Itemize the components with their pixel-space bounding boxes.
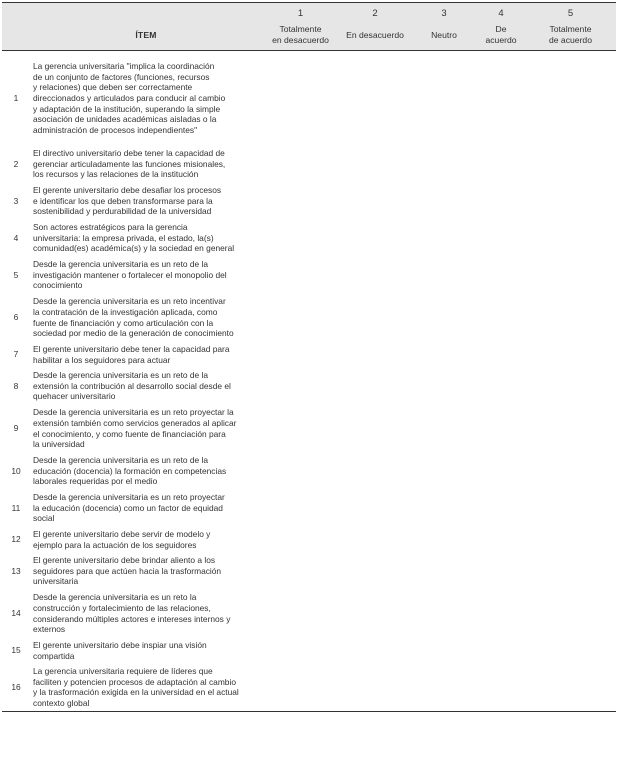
- table-row: [2, 527, 616, 553]
- item-statement-cell: [30, 183, 262, 220]
- scale-number-row: [2, 3, 616, 21]
- item-number: 6: [13, 312, 19, 323]
- scale-number-4: 4: [477, 3, 525, 21]
- response-cell-2[interactable]: [339, 553, 411, 590]
- response-cell-4[interactable]: [477, 51, 525, 146]
- response-cell-3[interactable]: [411, 220, 477, 257]
- response-cell-1[interactable]: [262, 257, 339, 294]
- response-cell-1[interactable]: [262, 553, 339, 590]
- response-cell-4[interactable]: [477, 257, 525, 294]
- response-cell-2[interactable]: [339, 368, 411, 405]
- response-cell-5[interactable]: [525, 590, 616, 638]
- response-cell-4[interactable]: [477, 453, 525, 490]
- response-cell-4[interactable]: [477, 590, 525, 638]
- scale-number-3: 3: [411, 3, 477, 21]
- item-column-header: ÍTEM: [30, 20, 262, 51]
- item-statement: El directivo universitario debe tener la capacidad de gerenciar articuladamente las funciones misionales, los recursos y las relaciones de la institución: [33, 148, 226, 180]
- response-cell-3[interactable]: [411, 294, 477, 342]
- scale-number-2: 2: [339, 3, 411, 21]
- table-row: [2, 553, 616, 590]
- response-cell-4[interactable]: [477, 638, 525, 664]
- response-cell-3[interactable]: [411, 342, 477, 368]
- table-body: [2, 51, 616, 712]
- response-cell-5[interactable]: [525, 490, 616, 527]
- response-cell-3[interactable]: [411, 490, 477, 527]
- table-row: [2, 220, 616, 257]
- table-row: [2, 664, 616, 712]
- response-cell-4[interactable]: [477, 527, 525, 553]
- item-statement-cell: [30, 51, 262, 146]
- item-number: 14: [11, 608, 21, 619]
- response-cell-5[interactable]: [525, 220, 616, 257]
- response-cell-3[interactable]: [411, 51, 477, 146]
- response-cell-5[interactable]: [525, 638, 616, 664]
- response-cell-1[interactable]: [262, 183, 339, 220]
- response-cell-4[interactable]: [477, 183, 525, 220]
- item-number: 1: [13, 92, 19, 103]
- item-statement-cell: [30, 342, 262, 368]
- item-statement-cell: [30, 294, 262, 342]
- response-cell-3[interactable]: [411, 638, 477, 664]
- response-cell-3[interactable]: [411, 590, 477, 638]
- response-cell-2[interactable]: [339, 257, 411, 294]
- table-row: [2, 51, 616, 146]
- response-cell-5[interactable]: [525, 342, 616, 368]
- response-cell-4[interactable]: [477, 368, 525, 405]
- item-number: 5: [13, 269, 19, 280]
- table-row: [2, 146, 616, 183]
- item-statement: La gerencia universitaria "implica la coordinación de un conjunto de factores (funciones, recursos y relaciones) que deben ser correctamente direccionados y articulados para conducir al cambio y adaptación de la institución, superando la simple asociación de unidades académicas aisladas o la administración de procesos independientes": [33, 61, 226, 135]
- response-cell-2[interactable]: [339, 342, 411, 368]
- item-number: 3: [13, 195, 19, 206]
- item-statement: Desde la gerencia universitaria es un reto de la extensión la contribución al desarrollo social desde el quehacer universitario: [33, 370, 231, 402]
- response-cell-1[interactable]: [262, 638, 339, 664]
- item-number: 16: [2, 664, 30, 712]
- response-cell-5[interactable]: [525, 527, 616, 553]
- response-cell-1[interactable]: [262, 527, 339, 553]
- response-cell-1[interactable]: [262, 453, 339, 490]
- item-statement-cell: [30, 527, 262, 553]
- response-cell-4[interactable]: [477, 146, 525, 183]
- response-cell-1[interactable]: [262, 294, 339, 342]
- likert-questionnaire: [2, 2, 616, 712]
- likert-table: [2, 2, 616, 712]
- response-cell-2[interactable]: [339, 638, 411, 664]
- item-number: 7: [13, 349, 19, 360]
- response-cell-2[interactable]: [339, 220, 411, 257]
- item-statement: Desde la gerencia universitaria es un reto la construcción y fortalecimiento de las relaciones, considerando múltiples actores e intereses internos y externos: [33, 592, 231, 635]
- response-cell-4[interactable]: [477, 342, 525, 368]
- item-statement-cell: [30, 368, 262, 405]
- table-row: [2, 590, 616, 638]
- item-statement-cell: [30, 405, 262, 453]
- table-row: [2, 183, 616, 220]
- response-cell-5[interactable]: [525, 183, 616, 220]
- item-number: 9: [13, 423, 19, 434]
- response-cell-3[interactable]: [411, 453, 477, 490]
- response-cell-2[interactable]: [339, 146, 411, 183]
- response-cell-2[interactable]: [339, 664, 411, 712]
- item-statement: Desde la gerencia universitaria es un reto de la investigación mantener o fortalecer el monopolio del conocimiento: [33, 259, 227, 291]
- response-cell-3[interactable]: [411, 146, 477, 183]
- response-cell-3[interactable]: [411, 257, 477, 294]
- item-number: 13: [11, 565, 21, 576]
- response-cell-1[interactable]: [262, 368, 339, 405]
- table-row: [2, 638, 616, 664]
- scale-label-2: En desacuerdo: [339, 20, 411, 51]
- table-header: [2, 3, 616, 51]
- response-cell-5[interactable]: [525, 51, 616, 146]
- response-cell-1[interactable]: [262, 590, 339, 638]
- scale-label-1: Totalmente en desacuerdo: [262, 20, 339, 51]
- scale-label-5: Totalmente de acuerdo: [525, 20, 616, 51]
- response-cell-2[interactable]: [339, 51, 411, 146]
- response-cell-4[interactable]: [477, 405, 525, 453]
- item-statement: El gerente universitario debe tener la capacidad para habilitar a los seguidores para actuar: [33, 343, 230, 365]
- item-statement: Desde la gerencia universitaria es un reto proyectar la educación (docencia) como un factor de equidad social: [33, 492, 225, 524]
- item-statement-cell: [30, 220, 262, 257]
- item-statement: Son actores estratégicos para la gerencia universitaria: la empresa privada, el estado, la(s) comunidad(es) académica(s) y la sociedad en general: [33, 222, 235, 254]
- item-number: 4: [13, 232, 19, 243]
- response-cell-3[interactable]: [411, 664, 477, 712]
- item-statement: La gerencia universitaria requiere de líderes que faciliten y potencien procesos de adaptación al cambio y la trasformación exigida en la universidad en el actual contexto global: [33, 666, 239, 708]
- response-cell-1[interactable]: [262, 51, 339, 146]
- response-cell-4[interactable]: [477, 220, 525, 257]
- response-cell-1[interactable]: [262, 405, 339, 453]
- item-statement: El gerente universitario debe brindar aliento a los seguidores para que actúen hacia la trasformación universitaria: [33, 555, 222, 587]
- item-statement-cell: [30, 257, 262, 294]
- header-blank-cell: [30, 3, 262, 21]
- table-row: [2, 490, 616, 527]
- header-blank-cell: [2, 20, 30, 51]
- response-cell-5[interactable]: [525, 257, 616, 294]
- item-statement-cell: [30, 664, 262, 712]
- scale-label-4: De acuerdo: [477, 20, 525, 51]
- response-cell-4[interactable]: [477, 490, 525, 527]
- scale-label-3: Neutro: [411, 20, 477, 51]
- response-cell-2[interactable]: [339, 490, 411, 527]
- table-row: [2, 368, 616, 405]
- item-number: 8: [13, 380, 19, 391]
- item-number: 11: [11, 502, 21, 513]
- item-statement-cell: [30, 146, 262, 183]
- response-cell-1[interactable]: [262, 342, 339, 368]
- response-cell-5[interactable]: [525, 405, 616, 453]
- response-cell-1[interactable]: [262, 220, 339, 257]
- item-number: 15: [11, 645, 21, 656]
- item-number: 2: [13, 158, 19, 169]
- response-cell-1[interactable]: [262, 146, 339, 183]
- item-statement: El gerente universitario debe inspiar una visión compartida: [33, 639, 207, 661]
- response-cell-2[interactable]: [339, 183, 411, 220]
- response-cell-5[interactable]: [525, 294, 616, 342]
- table-row: [2, 294, 616, 342]
- response-cell-1[interactable]: [262, 664, 339, 712]
- table-row: [2, 342, 616, 368]
- response-cell-3[interactable]: [411, 183, 477, 220]
- response-cell-5[interactable]: [525, 664, 616, 712]
- response-cell-3[interactable]: [411, 368, 477, 405]
- response-cell-2[interactable]: [339, 527, 411, 553]
- response-cell-5[interactable]: [525, 146, 616, 183]
- scale-number-5: 5: [525, 3, 616, 21]
- response-cell-5[interactable]: [525, 368, 616, 405]
- item-statement-cell: [30, 553, 262, 590]
- response-cell-4[interactable]: [477, 664, 525, 712]
- item-statement: El gerente universitario debe servir de modelo y ejemplo para la actuación de los seguidores: [33, 528, 211, 550]
- response-cell-3[interactable]: [411, 405, 477, 453]
- response-cell-2[interactable]: [339, 294, 411, 342]
- response-cell-2[interactable]: [339, 453, 411, 490]
- item-statement-cell: [30, 490, 262, 527]
- table-row: [2, 405, 616, 453]
- response-cell-2[interactable]: [339, 590, 411, 638]
- item-statement: Desde la gerencia universitaria es un reto de la educación (docencia) la formación en competencias laborales requeridas por el medio: [33, 455, 227, 487]
- response-cell-3[interactable]: [411, 553, 477, 590]
- table-row: [2, 257, 616, 294]
- response-cell-1[interactable]: [262, 490, 339, 527]
- item-statement-cell: [30, 590, 262, 638]
- header-blank-cell: [2, 3, 30, 21]
- item-statement: El gerente universitario debe desafiar los procesos e identificar los que deben transformarse para la sostenibilidad y perdurabilidad de la universidad: [33, 185, 222, 217]
- scale-number-1: 1: [262, 3, 339, 21]
- item-statement-cell: [30, 453, 262, 490]
- item-statement: Desde la gerencia universitaria es un reto proyectar la extensión también como servicios generados al aplicar el conocimiento, y como fuente de financiación para la universidad: [33, 407, 237, 450]
- response-cell-4[interactable]: [477, 553, 525, 590]
- response-cell-3[interactable]: [411, 527, 477, 553]
- item-statement-cell: [30, 638, 262, 664]
- item-statement: Desde la gerencia universitaria es un reto incentivar la contratación de la investigación aplicada, como fuente de financiación y como articulación con la sociedad por medio de la generación de conocimiento: [33, 296, 234, 339]
- table-row: [2, 453, 616, 490]
- response-cell-2[interactable]: [339, 405, 411, 453]
- response-cell-4[interactable]: [477, 294, 525, 342]
- item-number: 12: [11, 534, 21, 545]
- response-cell-5[interactable]: [525, 453, 616, 490]
- item-number: 10: [11, 465, 21, 476]
- response-cell-5[interactable]: [525, 553, 616, 590]
- scale-label-row: [2, 20, 616, 51]
